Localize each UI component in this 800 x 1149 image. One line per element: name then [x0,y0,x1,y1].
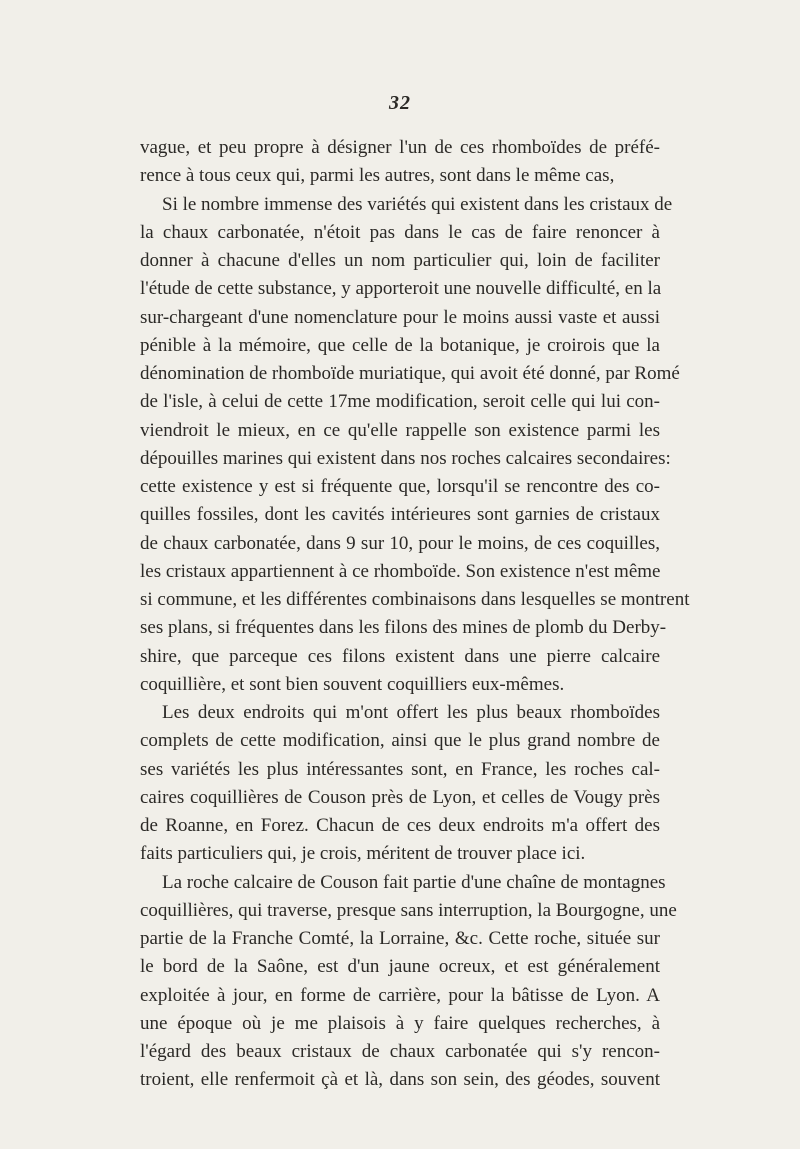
text-line: de chaux carbonatée, dans 9 sur 10, pour le moins, de ces coquilles, [140,532,660,554]
text-line: Les deux endroits qui m'ont offert les plus beaux rhomboïdes [162,702,660,723]
text-line: coquillière, et sont bien souvent coquilliers eux-mêmes. [140,673,565,695]
text-line: Si le nombre immense des variétés qui existent dans les cristaux de [162,193,673,215]
text-line: caires coquillières de Couson près de Lyon, et celles de Vougy près [140,786,660,808]
text-line: l'égard des beaux cristaux de chaux carbonatée qui s'y rencon- [140,1041,660,1062]
text-line: une époque où je me plaisois à y faire quelques recherches, à [140,1012,660,1034]
text-line: dépouilles marines qui existent dans nos roches calcaires secondaires: [140,447,671,469]
text-line: de Roanne, en Forez. Chacun de ces deux endroits m'a offert des [140,815,660,836]
text-line: viendroit le mieux, en ce qu'elle rappelle son existence parmi les [140,419,660,441]
text-line: les cristaux appartiennent à ce rhomboïde. Son existence n'est même [140,560,661,582]
text-line: sur-chargeant d'une nomenclature pour le moins aussi vaste et aussi [140,306,660,328]
text-line: La roche calcaire de Couson fait partie d'une chaîne de montagnes [162,871,666,893]
text-line: rence à tous ceux qui, parmi les autres, sont dans le même cas, [140,165,615,187]
text-line: cette existence y est si fréquente que, lorsqu'il se rencontre des co- [140,476,660,497]
page-number: 32 [389,92,411,114]
text-line: troient, elle renfermoit çà et là, dans son sein, des géodes, souvent [140,1069,660,1091]
text-line: l'étude de cette substance, y apporteroit une nouvelle difficulté, en la [140,278,662,300]
text-line: ses plans, si fréquentes dans les filons des mines de plomb du Derby- [140,617,667,639]
text-line: exploitée à jour, en forme de carrière, pour la bâtisse de Lyon. A [140,984,660,1006]
body-text [140,134,690,1095]
text-line: le bord de la Saône, est d'un jaune ocreux, et est généralement [140,956,660,978]
text-line: dénomination de rhomboïde muriatique, qui avoit été donné, par Romé [140,363,680,384]
text-line: de l'isle, à celui de cette 17me modification, seroit celle qui lui con- [140,391,660,413]
text-line: pénible à la mémoire, que celle de la botanique, je croirois que la [140,334,660,356]
text-line: donner à chacune d'elles un nom particulier qui, loin de faciliter [140,250,660,271]
text-line: la chaux carbonatée, n'étoit pas dans le cas de faire renoncer à [140,221,660,243]
text-line: faits particuliers qui, je crois, méritent de trouver place ici. [140,843,586,865]
text-line: ses variétés les plus intéressantes sont, en France, les roches cal- [140,758,660,780]
text-line: shire, que parceque ces filons existent dans une pierre calcaire [140,645,660,667]
text-line: quilles fossiles, dont les cavités intérieures sont garnies de cristaux [140,504,660,526]
text-line: coquillières, qui traverse, presque sans interruption, la Bourgogne, une [140,899,677,921]
text-line: partie de la Franche Comté, la Lorraine, &c. Cette roche, située sur [140,928,660,949]
text-line: vague, et peu propre à désigner l'un de ces rhomboïdes de préfé- [140,137,660,158]
text-line: si commune, et les différentes combinaisons dans lesquelles se montrent [140,589,690,610]
text-line: complets de cette modification, ainsi que le plus grand nombre de [140,730,660,752]
